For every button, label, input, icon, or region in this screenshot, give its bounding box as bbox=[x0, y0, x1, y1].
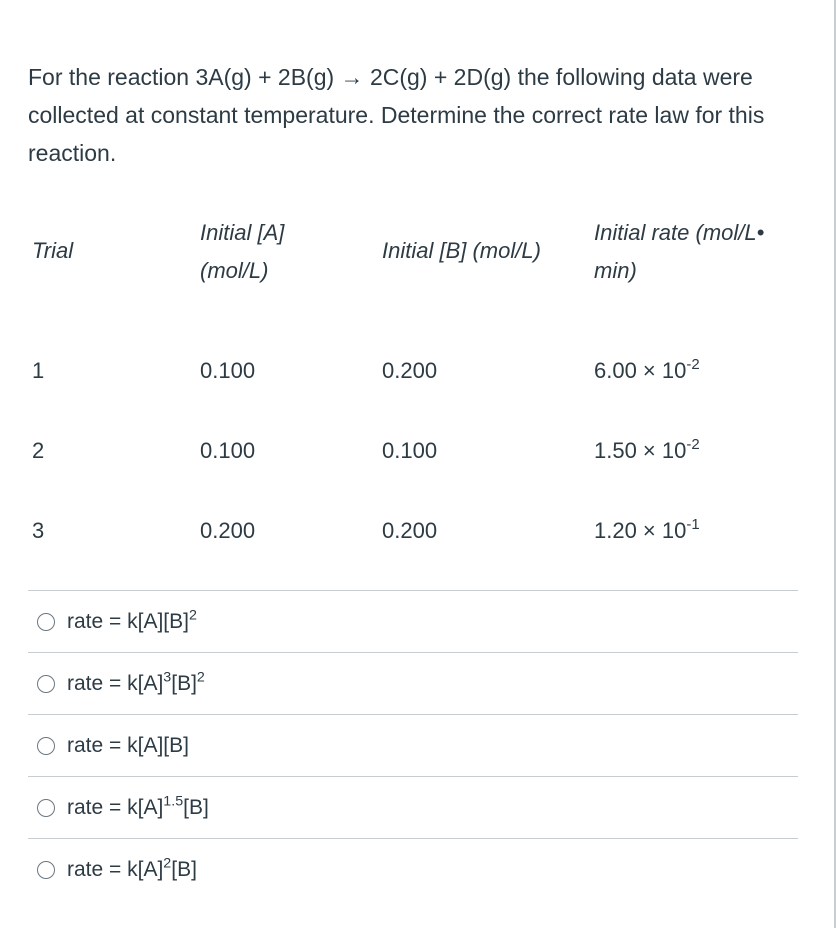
trial-cell: 2 bbox=[32, 438, 45, 463]
answer-option-5[interactable] bbox=[28, 839, 798, 900]
data-table bbox=[28, 212, 800, 572]
radio-button[interactable] bbox=[37, 799, 55, 817]
initial-b-cell: 0.100 bbox=[382, 438, 438, 463]
answer-label: rate = k[A][B] bbox=[67, 733, 189, 757]
answer-label: rate = $k[A]^3[B]^2$ bbox=[67, 668, 205, 695]
radio-button[interactable] bbox=[37, 737, 55, 755]
table-row bbox=[28, 492, 800, 572]
table-header-row bbox=[28, 212, 800, 292]
initial-rate-cell bbox=[594, 432, 804, 470]
initial-a-cell: 0.100 bbox=[200, 438, 256, 463]
rate-mantissa: 1.50 × 10 bbox=[594, 438, 687, 463]
header-initial-a: Initial [A] (mol/L) bbox=[200, 220, 285, 283]
answer-label: rate = $k[A]^2[B]$ bbox=[67, 854, 197, 881]
rate-mantissa: 1.20 × 10 bbox=[594, 518, 687, 543]
table-row bbox=[28, 412, 800, 492]
question-text: For the reaction 3A(g) + 2B(g) → 2C(g) + 2D(g) the following data were collected at constant temperature. Determine the correct rate law for this reaction. bbox=[28, 64, 765, 166]
answer-option-4[interactable] bbox=[28, 777, 798, 839]
initial-b-cell: 0.200 bbox=[382, 358, 438, 383]
rate-exponent: -2 bbox=[686, 356, 700, 374]
answer-options bbox=[28, 590, 798, 900]
rate-exponent: -1 bbox=[686, 516, 700, 534]
answer-option-3[interactable] bbox=[28, 715, 798, 777]
answer-label: rate = $k[A][B]^2$ bbox=[67, 606, 197, 633]
header-initial-b: Initial [B] (mol/L) bbox=[382, 238, 541, 263]
radio-button[interactable] bbox=[37, 861, 55, 879]
table-row bbox=[28, 332, 800, 412]
initial-rate-cell bbox=[594, 512, 804, 550]
initial-rate-cell bbox=[594, 352, 804, 390]
header-initial-rate: Initial rate (mol/L• min) bbox=[594, 220, 765, 283]
answer-option-1[interactable] bbox=[28, 591, 798, 653]
answer-option-2[interactable] bbox=[28, 653, 798, 715]
header-trial: Trial bbox=[32, 238, 74, 263]
radio-button[interactable] bbox=[37, 675, 55, 693]
rate-mantissa: 6.00 × 10 bbox=[594, 358, 687, 383]
initial-b-cell: 0.200 bbox=[382, 518, 438, 543]
initial-a-cell: 0.200 bbox=[200, 518, 256, 543]
trial-cell: 1 bbox=[32, 358, 45, 383]
rate-exponent: -2 bbox=[686, 436, 700, 454]
radio-button[interactable] bbox=[37, 613, 55, 631]
trial-cell: 3 bbox=[32, 518, 45, 543]
answer-label: rate = $k[A]^{1.5}[B]$ bbox=[67, 792, 209, 819]
initial-a-cell: 0.100 bbox=[200, 358, 256, 383]
